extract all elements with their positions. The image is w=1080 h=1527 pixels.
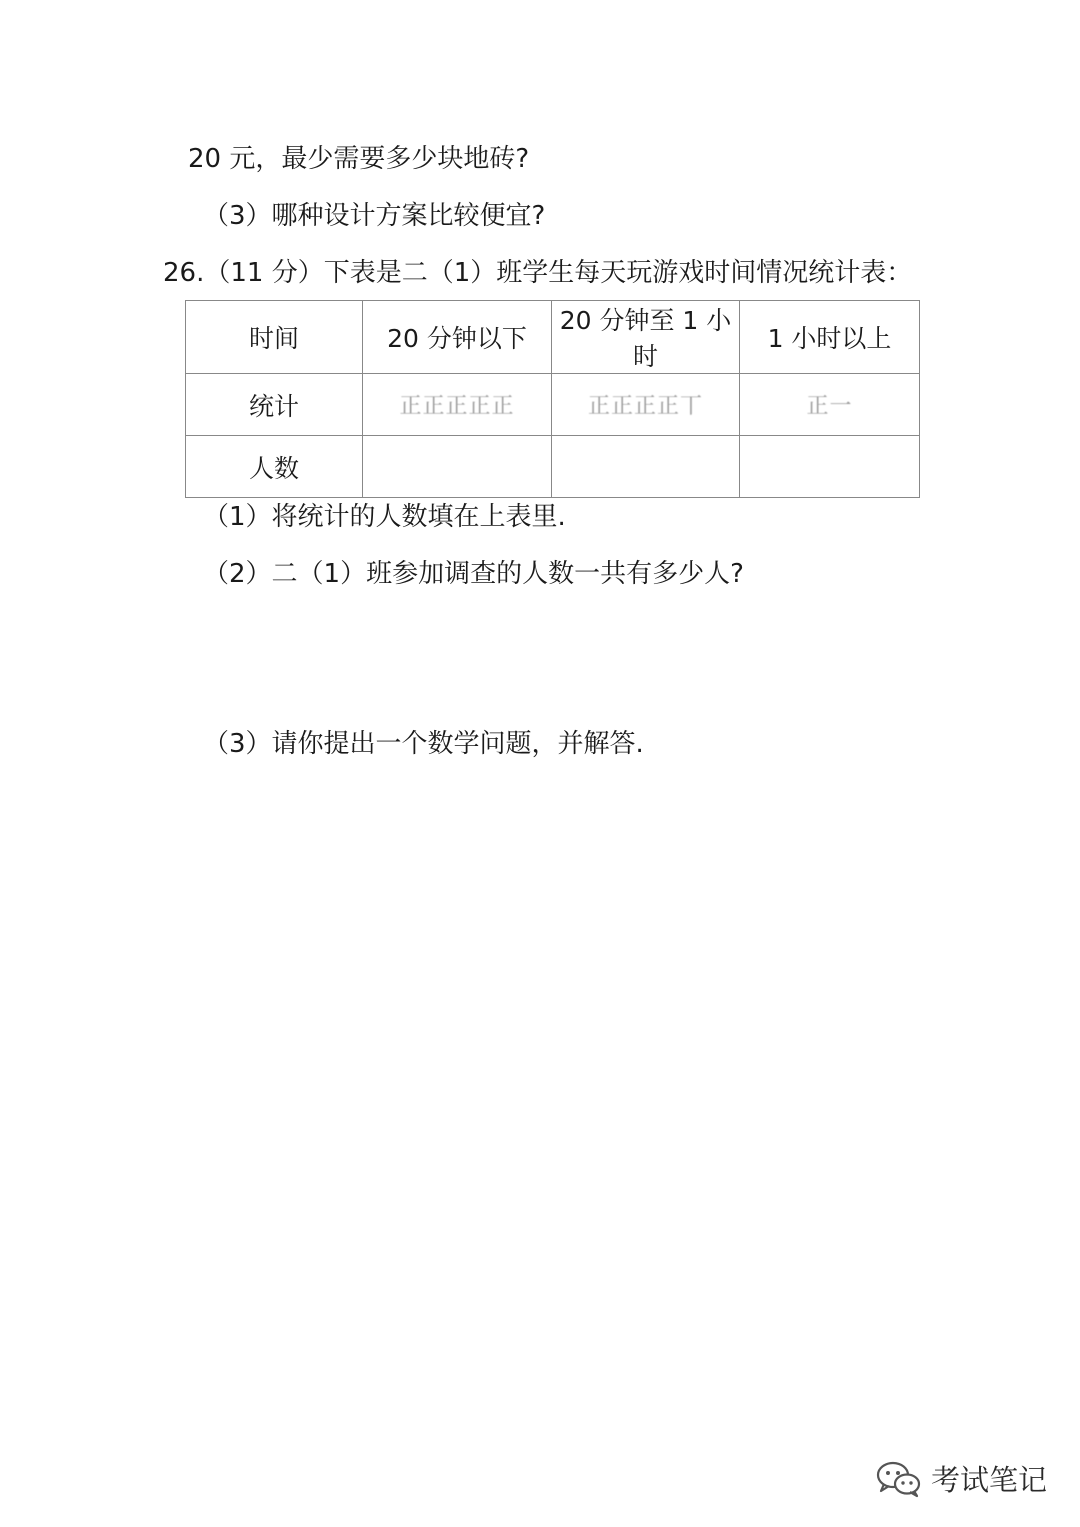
question-26-part-2: （2）二（1）班参加调查的人数一共有多少人? (203, 559, 744, 589)
row-label-tally: 统计 (186, 374, 363, 436)
table-row-tally (186, 374, 920, 436)
question-26-part-1: （1）将统计的人数填在上表里. (203, 502, 566, 532)
tally-cell (363, 374, 552, 436)
question-26-title: 26.（11 分）下表是二（1）班学生每天玩游戏时间情况统计表： (163, 258, 913, 288)
question-25-continuation: 20 元，最少需要多少块地砖? (188, 144, 530, 174)
header-20-min-to-1-hour: 20 分钟至 1 小时 (552, 301, 740, 374)
table-row-time (186, 301, 920, 374)
tally-cell (740, 374, 920, 436)
tally-marks: 正一 (806, 394, 853, 419)
header-over-1-hour: 1 小时以上 (740, 301, 920, 374)
header-under-20-min: 20 分钟以下 (363, 301, 552, 374)
statistics-table (185, 300, 920, 498)
count-cell[interactable] (552, 436, 740, 498)
count-cell[interactable] (363, 436, 552, 498)
tally-marks: 正正正正丅 (587, 394, 703, 419)
wechat-icon (875, 1459, 923, 1499)
question-25-part-3: （3）哪种设计方案比较便宜? (203, 201, 546, 231)
row-label-time: 时间 (186, 301, 363, 374)
count-cell[interactable] (740, 436, 920, 498)
watermark-text: 考试笔记 (931, 1463, 1048, 1497)
question-26-part-3: （3）请你提出一个数学问题，并解答. (203, 729, 644, 759)
watermark (875, 1458, 1047, 1499)
table-row-count (186, 436, 920, 498)
tally-cell (552, 374, 740, 436)
tally-marks: 正正正正正 (399, 394, 515, 419)
row-label-count: 人数 (186, 436, 363, 498)
